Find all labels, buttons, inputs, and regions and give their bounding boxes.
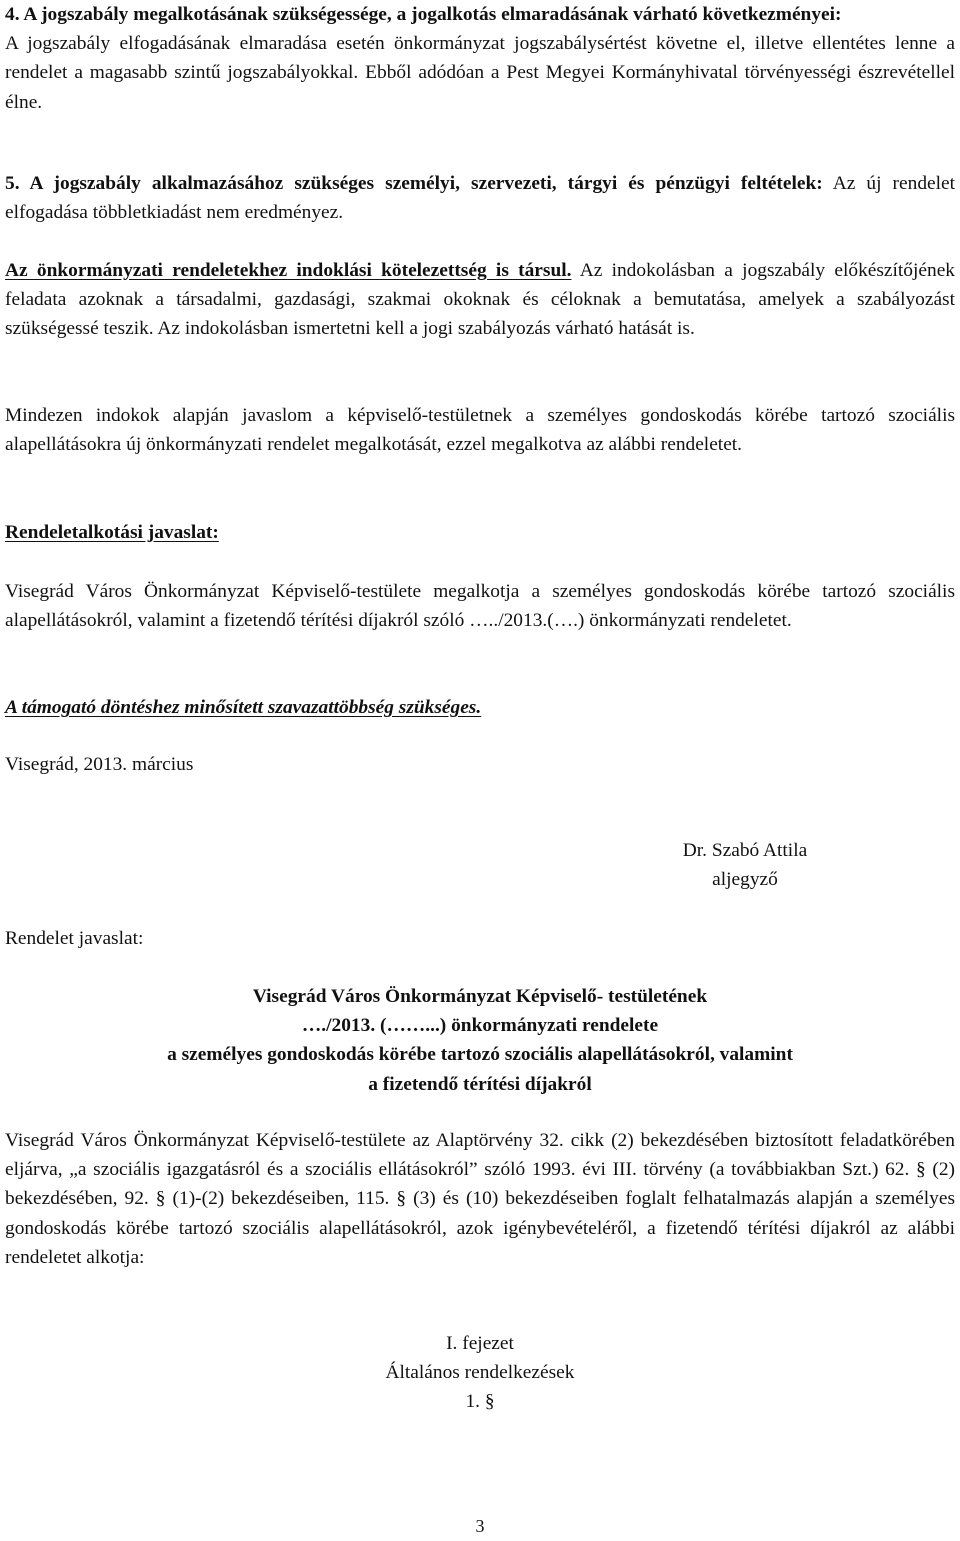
decree-title-line: a fizetendő térítési díjakról xyxy=(368,1073,592,1095)
place-date: Visegrád, 2013. március xyxy=(5,754,194,775)
mindezen-paragraph: Mindezen indokok alapján javaslom a képviselő-testületnek a személyes gondoskodás körébe tartozó szociális alapellátásokra új önkormányzati rendelet megalkotását, ezzel megalkotva az alábbi rendeletet. xyxy=(5,405,955,456)
section-4-heading: 4. A jogszabály megalkotásának szükségessége, a jogalkotás elmaradásának várható következményei: xyxy=(5,4,842,25)
signature-block xyxy=(645,836,845,894)
page-number: 3 xyxy=(475,1516,485,1536)
chapter-title: Általános rendelkezések xyxy=(385,1362,575,1384)
rendelet-label: Rendelet javaslat: xyxy=(5,928,144,949)
indoklas-paragraph xyxy=(5,256,955,344)
section-5-body: Az új rendelet elfogadása többletkiadást nem eredményez. xyxy=(5,173,955,224)
signature-name: Dr. Szabó Attila xyxy=(682,840,808,861)
chapter-heading xyxy=(5,1329,955,1417)
javaslat-heading: Rendeletalkotási javaslat: xyxy=(5,522,219,543)
section-number: 1. § xyxy=(465,1391,495,1413)
section-5-heading: 5. A jogszabály alkalmazásához szükséges személyi, szervezeti, tárgyi és pénzügyi feltételek: xyxy=(5,173,823,194)
signature-title: aljegyző xyxy=(712,869,778,891)
javaslat-body: Visegrád Város Önkormányzat Képviselő-testülete megalkotja a személyes gondoskodás körébe tartozó szociális alapellátásokról, valamint a fizetendő térítési díjakról szóló …../2013.(….) önkormányzati rendeletet. xyxy=(5,581,955,632)
section-4 xyxy=(5,0,955,117)
decree-title-line: …./2013. (……...) önkormányzati rendelete xyxy=(301,1015,659,1037)
chapter-number: I. fejezet xyxy=(446,1333,514,1354)
indoklas-body: Az indokolásban a jogszabály előkészítőjének feladata azoknak a társadalmi, gazdasági, szakmai okoknak és céloknak a bemutatása, amelyek a szabályozást szükségessé teszik. Az indokolásban ismertetni kell a jogi szabályozás várható hatását is. xyxy=(5,260,955,340)
szavazat-note: A támogató döntéshez minősített szavazattöbbség szükséges. xyxy=(5,697,482,718)
decree-title xyxy=(5,982,955,1099)
decree-title-line: Visegrád Város Önkormányzat Képviselő- testületének xyxy=(252,986,708,1007)
indoklas-heading: Az önkormányzati rendeletekhez indoklási kötelezettség is társul. xyxy=(5,260,572,281)
section-5 xyxy=(5,169,955,227)
decree-title-line: a személyes gondoskodás körébe tartozó szociális alapellátásokról, valamint xyxy=(167,1044,793,1066)
section-4-body: A jogszabály elfogadásának elmaradása esetén önkormányzat jogszabálysértést követne el, illetve ellentétes lenne a rendelet a magasabb szintű jogszabályokkal. Ebből adódóan a Pest Megyei Kormányhivatal törvényességi észrevétellel élne. xyxy=(5,33,955,113)
preamble: Visegrád Város Önkormányzat Képviselő-testülete az Alaptörvény 32. cikk (2) bekezdésében biztosított feladatkörében eljárva, „a szociális igazgatásról és a szociális ellátásokról” szóló 1993. évi III. törvény (a továbbiakban Szt.) 62. § (2) bekezdésében, 92. § (1)-(2) bekezdéseiben, 115. § (3) és (10) bekezdéseiben foglalt felhatalmazás alapján a személyes gondoskodás körébe tartozó szociális alapellátásokról, azok igénybevételéről, a fizetendő térítési díjakról az alábbi rendeletet alkotja: xyxy=(5,1130,955,1268)
